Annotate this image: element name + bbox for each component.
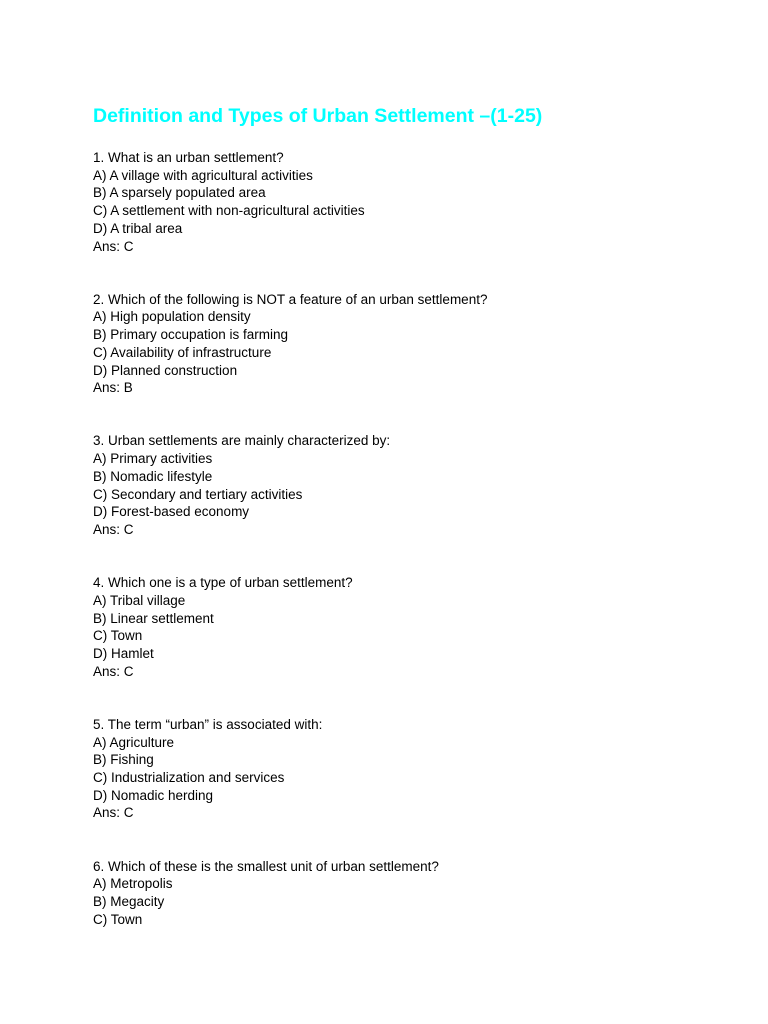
option-d: D) A tribal area xyxy=(93,220,183,236)
page-title: Definition and Types of Urban Settlement –(1-25) xyxy=(93,105,543,127)
option-b: B) Linear settlement xyxy=(93,610,214,626)
option-c: C) Industrialization and services xyxy=(93,769,285,785)
document-page xyxy=(93,103,733,964)
option-c: C) Secondary and tertiary activities xyxy=(93,486,303,502)
option-b: B) Primary occupation is farming xyxy=(93,327,289,343)
answer-text: Ans: C xyxy=(93,521,134,537)
question-block xyxy=(93,574,733,680)
question-block xyxy=(93,149,733,255)
answer-text: Ans: C xyxy=(93,238,134,254)
option-a: A) Agriculture xyxy=(93,734,175,750)
option-c: C) A settlement with non-agricultural activities xyxy=(93,203,365,219)
option-b: B) Nomadic lifestyle xyxy=(93,468,213,484)
question-text: 2. Which of the following is NOT a feature of an urban settlement? xyxy=(93,291,488,307)
question-block xyxy=(93,432,733,538)
answer-text: Ans: B xyxy=(93,380,133,396)
question-text: 6. Which of these is the smallest unit of urban settlement? xyxy=(93,858,439,874)
question-text: 4. Which one is a type of urban settlement? xyxy=(93,575,353,591)
answer-text: Ans: C xyxy=(93,663,134,679)
option-c: C) Town xyxy=(93,628,143,644)
question-text: 3. Urban settlements are mainly characterized by: xyxy=(93,433,391,449)
option-a: A) Metropolis xyxy=(93,876,173,892)
question-block xyxy=(93,858,733,929)
option-b: B) Fishing xyxy=(93,752,154,768)
option-d: D) Planned construction xyxy=(93,362,238,378)
option-a: A) High population density xyxy=(93,309,251,325)
option-c: C) Town xyxy=(93,911,143,927)
answer-text: Ans: C xyxy=(93,805,134,821)
question-text: 1. What is an urban settlement? xyxy=(93,150,284,165)
question-text: 5. The term “urban” is associated with: xyxy=(93,716,323,732)
question-block xyxy=(93,716,733,822)
option-d: D) Nomadic herding xyxy=(93,787,214,803)
question-block xyxy=(93,291,733,397)
option-a: A) A village with agricultural activities xyxy=(93,167,313,183)
option-d: D) Forest-based economy xyxy=(93,504,250,520)
option-b: B) Megacity xyxy=(93,894,165,909)
option-a: A) Tribal village xyxy=(93,592,186,608)
option-d: D) Hamlet xyxy=(93,645,154,661)
option-c: C) Availability of infrastructure xyxy=(93,344,272,360)
option-b: B) A sparsely populated area xyxy=(93,185,266,201)
option-a: A) Primary activities xyxy=(93,451,213,467)
